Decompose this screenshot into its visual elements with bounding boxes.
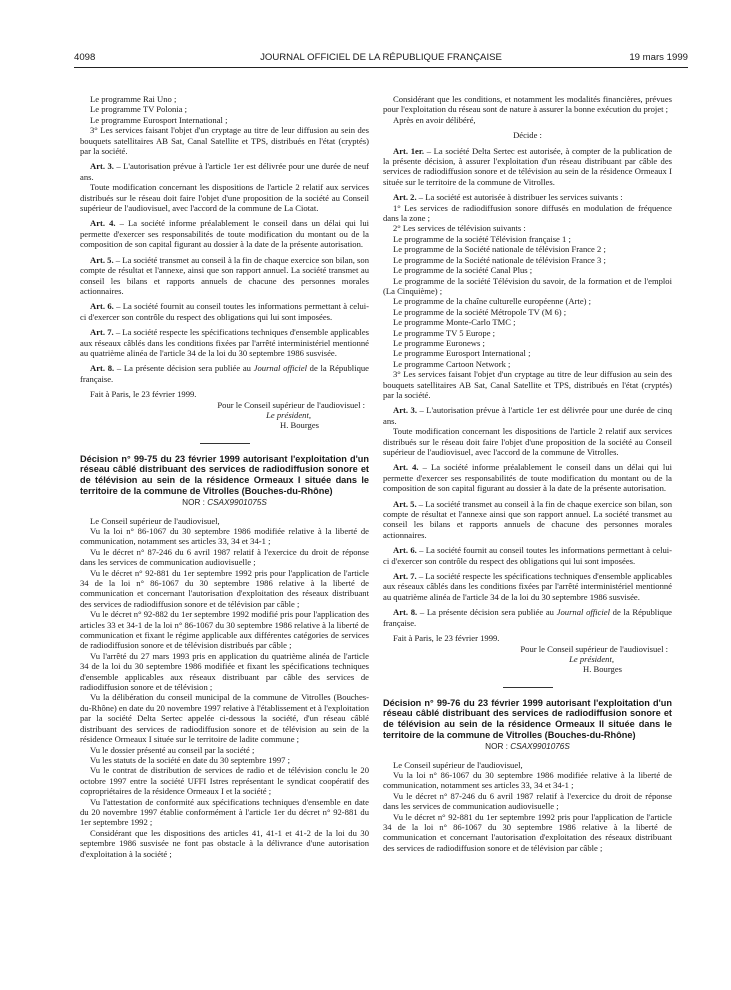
article-3 bbox=[383, 405, 672, 426]
visa: Vu la délibération du conseil municipal de la commune de Vitrolles (Bouches-du-Rhône) en date du 20 novembre 1997 relative à l'établissement et à l'exploitation par la société Delta Sertec appelée ci-dessous la société, d'un réseau câblé distribuant des services de radiodiffusion sonore et de télévision au sein de la résidence Ormeaux I située sur le territoire de ladite commune ; bbox=[80, 692, 369, 745]
decision-title: Décision n° 99-75 du 23 février 1999 autorisant l'exploitation d'un réseau câblé distribuant des services de radiodiffusion sonore et de télévision au sein de la résidence Ormeaux I située dans le territoire de la commune de Vitrolles (Bouches-du-Rhône) bbox=[80, 453, 369, 496]
list-item: Le programme de la société Canal Plus ; bbox=[393, 265, 533, 276]
issue-date: 19 mars 1999 bbox=[629, 52, 688, 63]
list-item: Le programme Cartoon Network ; bbox=[393, 358, 511, 369]
visa: Le Conseil supérieur de l'audiovisuel, bbox=[393, 759, 523, 770]
section-divider bbox=[200, 443, 250, 444]
list-item: Le programme de la Société nationale de télévision France 3 ; bbox=[393, 254, 606, 265]
list-item: 3° Les services faisant l'objet d'un cryptage au titre de leur diffusion au sein des bouquets satellitaires AB Sat, Canal Satellite et TPS, distribués en l'état (cryptés) par la société. bbox=[80, 125, 369, 157]
visa: Vu le décret n° 92-881 du 1er septembre 1992 pris pour l'application de l'article 34 de la loi n° 86-1067 du 30 septembre 1986 relative à la liberté de communication et concernant l'autorisation d'exploitation des réseaux distribuant des services de radiodiffusion sonore et de télévision par câble ; bbox=[383, 811, 672, 853]
apres-deliberation: Après en avoir délibéré, bbox=[393, 114, 476, 125]
list-item: Le programme Monte-Carlo TMC ; bbox=[393, 317, 516, 328]
visa: Vu les statuts de la société en date du 30 septembre 1997 ; bbox=[90, 754, 290, 765]
nor-code: CSAX9901076S bbox=[510, 742, 570, 752]
article-7 bbox=[383, 571, 672, 602]
article-4 bbox=[80, 218, 369, 249]
article-1 bbox=[383, 146, 672, 188]
nor-reference bbox=[80, 498, 369, 508]
visa: Vu l'arrêté du 27 mars 1993 pris en application du quatrième alinéa de l'article 34 de la loi du 30 septembre 1986 modifiée et fixant les spécifications techniques d'ensemble applicables aux réseaux distribuant par câble des services de radiodiffusion sonore et de télévision ; bbox=[80, 650, 369, 693]
visa: Vu l'attestation de conformité aux spécifications techniques d'ensemble en date du 20 novembre 1997 établie conformément à l'article 1er du décret n° 92-881 du 1er septembre 1992 ; bbox=[80, 796, 369, 828]
article-text: de la République française. bbox=[80, 363, 369, 384]
article-label: Art. 7. bbox=[393, 571, 417, 582]
list-item: Le programme de la société Télévision française 1 ; bbox=[393, 233, 571, 244]
visa: Le Conseil supérieur de l'audiovisuel, bbox=[90, 515, 220, 526]
decide-heading: Décide : bbox=[513, 130, 542, 141]
article-text: – La société transmet au conseil à la fin de chaque exercice son bilan, son compte de résultat et l'annexe, ainsi que son rapport annuel. La société transmet au conseil les bilans et rapports annuels de chacune des personnes morales actionnaires. bbox=[80, 254, 369, 296]
list-item: Le programme de la chaîne culturelle européenne (Arte) ; bbox=[393, 296, 592, 307]
article-label: Art. 4. bbox=[90, 218, 116, 229]
article-label: Art. 7. bbox=[90, 327, 114, 338]
fait-a-paris: Fait à Paris, le 23 février 1999. bbox=[90, 389, 197, 400]
visa: Vu le décret n° 92-881 du 1er septembre 1992 pris pour l'application de l'article 34 de la loi n° 86-1067 du 30 septembre 1986 relative à la liberté de communication et concernant l'autorisation d'exploitation des réseaux distribuant des services de radiodiffusion sonore et de télévision par câble ; bbox=[80, 567, 369, 609]
article-label: Art. 6. bbox=[393, 545, 417, 556]
article-8 bbox=[80, 363, 369, 384]
article-text: – La société respecte les spécifications techniques d'ensemble applicables aux réseaux câblés dans les conditions fixées par l'arrêté interministériel mentionné au quatrième alinéa de l'article 34 de la loi du 30 septembre 1986 susvisée. bbox=[80, 327, 369, 358]
article-label: Art. 6. bbox=[90, 301, 114, 312]
section-divider bbox=[503, 687, 553, 688]
list-item: 1° Les services de radiodiffusion sonore diffusés en modulation de fréquence dans la zone ; bbox=[383, 202, 672, 224]
article-text: – L'autorisation prévue à l'article 1er est délivrée pour une durée de cinq ans. bbox=[383, 405, 672, 426]
article-label: Art. 2. bbox=[393, 192, 417, 203]
signature-name: H. Bourges bbox=[583, 664, 622, 675]
article-text: – La société est autorisée à distribuer les services suivants : bbox=[418, 192, 623, 203]
article-label: Art. 3. bbox=[90, 161, 114, 172]
nor-label: NOR : bbox=[182, 498, 208, 508]
article-text: – La présente décision sera publiée au bbox=[419, 607, 557, 618]
list-item: Le programme de la société Métropole TV (M 6) ; bbox=[393, 306, 567, 317]
signature-line: Pour le Conseil supérieur de l'audiovisuel : bbox=[520, 643, 668, 654]
nor-label: NOR : bbox=[485, 742, 511, 752]
decision-title: Décision n° 99-76 du 23 février 1999 autorisant l'exploitation d'un réseau câblé distribuant des services de radiodiffusion sonore et de télévision au sein de la résidence Ormeaux II située dans le territoire de la commune de Vitrolles (Bouches-du-Rhône) bbox=[383, 697, 672, 740]
article-label: Art. 4. bbox=[393, 462, 419, 473]
article-label: Art. 8. bbox=[393, 607, 418, 618]
article-5 bbox=[80, 255, 369, 297]
list-item: Le programme de la société Télévision du savoir, de la formation et de l'emploi (La Cinquième) ; bbox=[383, 275, 672, 296]
list-item: 3° Les services faisant l'objet d'un cryptage au titre de leur diffusion au sein des bouquets satellitaires AB Sat, Canal Satellite et TPS, distribués en l'état (cryptés) par la société. bbox=[383, 369, 672, 400]
signature-title: Le président, bbox=[569, 653, 614, 664]
article-7 bbox=[80, 327, 369, 358]
nor-code: CSAX9901075S bbox=[207, 498, 267, 508]
visa: Vu le dossier présenté au conseil par la société ; bbox=[90, 744, 255, 755]
article-text: – La société informe préalablement le conseil dans un délai qui lui permette d'exercer ses responsabilités de toute modification du montant ou de la composition de son capital figurant au dossier à la date de la présente autorisation. bbox=[383, 462, 673, 494]
visa: Vu le contrat de distribution de services de radio et de télévision conclu le 20 octobre 1997 entre la société UFFI Istres représentant le syndicat coopératif des copropriétaires de la résidence Ormeaux I et la société ; bbox=[80, 765, 369, 797]
article-6 bbox=[80, 301, 369, 322]
list-item: Le programme Eurosport International ; bbox=[90, 114, 228, 125]
article-text: – La présente décision sera publiée au bbox=[116, 363, 254, 374]
signature-name: H. Bourges bbox=[280, 420, 319, 431]
article-text: – La société transmet au conseil à la fin de chaque exercice son bilan, son compte de résultat et l'annexe ainsi que son rapport annuel. La société transmet au conseil les bilans et rapports annuels de chacune des personnes morales actionnaires. bbox=[383, 498, 672, 540]
visa: Vu le décret n° 92-882 du 1er septembre 1992 modifié pris pour l'application des articles 33 et 34-1 de la loi n° 86-1067 du 30 septembre 1986 relative à la liberté de communication et fixant le régime applicable aux différentes catégories de services de radiodiffusion sonore et de télévision distribués par câble ; bbox=[80, 609, 369, 651]
article-text: – L'autorisation prévue à l'article 1er est délivrée pour une durée de neuf ans. bbox=[80, 161, 369, 182]
list-item: Le programme de la Société nationale de télévision France 2 ; bbox=[393, 244, 606, 255]
article-2 bbox=[383, 192, 672, 202]
signature-title: Le président, bbox=[266, 409, 311, 420]
article-6 bbox=[383, 545, 672, 566]
visa: Vu la loi n° 86-1067 du 30 septembre 1986 modifiée relative à la liberté de communication, notamment ses articles 33, 34 et 34-1 ; bbox=[383, 769, 672, 791]
list-item: 2° Les services de télévision suivants : bbox=[393, 223, 526, 234]
article-5 bbox=[383, 499, 672, 541]
article-text: – La société respecte les spécifications techniques d'ensemble applicables aux réseaux câblés dans les conditions fixées par l'arrêté interministériel mentionné au quatrième alinéa de l'article 34 de la loi du 30 septembre 1986 susvisée. bbox=[383, 571, 672, 602]
article-text: – La société informe préalablement le conseil dans un délai qui lui permette d'exercer ses responsabilités de toute modification du montant ou de la composition de son capital figurant au dossier à la date de la présente autorisation. bbox=[80, 218, 370, 250]
journal-title: JOURNAL OFFICIEL DE LA RÉPUBLIQUE FRANÇAISE bbox=[260, 52, 502, 63]
article-label: Art. 5. bbox=[90, 254, 114, 265]
list-item: Le programme Rai Uno ; bbox=[90, 94, 177, 104]
article-label: Art. 1er. bbox=[393, 145, 425, 156]
list-item: Le programme TV 5 Europe ; bbox=[393, 327, 496, 338]
signature-line: Pour le Conseil supérieur de l'audiovisuel : bbox=[217, 399, 365, 410]
journal-name: Journal officiel bbox=[253, 363, 307, 374]
fait-a-paris: Fait à Paris, le 23 février 1999. bbox=[393, 633, 500, 644]
page-number: 4098 bbox=[74, 52, 96, 63]
list-item: Le programme TV Polonia ; bbox=[90, 104, 188, 115]
article-text: de la République française. bbox=[383, 607, 672, 628]
article-label: Art. 3. bbox=[393, 405, 417, 416]
visa: Considérant que les dispositions des articles 41, 41-1 et 41-2 de la loi du 30 septembre 1986 susvisée ne font pas obstacle à la délivrance d'une autorisation d'exploitation à la société ; bbox=[80, 827, 369, 859]
article-label: Art. 5. bbox=[393, 498, 417, 509]
list-item: Le programme Eurosport International ; bbox=[393, 348, 531, 359]
article-text: – La société fournit au conseil toutes les informations permettant à celui-ci d'exercer son contrôle du respect des obligations qui lui sont imposées. bbox=[383, 545, 673, 566]
visa: Vu le décret n° 87-246 du 6 avril 1987 relatif à l'exercice du droit de réponse dans les services de communication audiovisuelle ; bbox=[80, 546, 369, 568]
article-3 bbox=[80, 161, 369, 182]
article-4 bbox=[383, 462, 672, 493]
visa: Vu la loi n° 86-1067 du 30 septembre 1986 modifiée relative à la liberté de communication, notamment ses articles 33, 34 et 34-1 ; bbox=[80, 525, 369, 547]
left-column bbox=[80, 94, 369, 859]
article-label: Art. 8. bbox=[90, 363, 115, 374]
article-3-paragraph: Toute modification concernant les dispositions de l'article 2 relatif aux services distribués sur le réseau doit faire l'objet d'une proposition de la société au Conseil supérieur de l'audiovisuel, avec l'accord de la commune de Vitrolles. bbox=[383, 426, 672, 457]
right-column bbox=[383, 94, 672, 853]
visa: Vu le décret n° 87-246 du 6 avril 1987 relatif à l'exercice du droit de réponse dans les services de communication audiovisuelle ; bbox=[383, 790, 672, 812]
article-text: – La société fournit au conseil toutes les informations permettant à celui-ci d'exercer son contrôle du respect des obligations qui lui sont imposées. bbox=[80, 301, 370, 322]
article-8 bbox=[383, 607, 672, 628]
page-header bbox=[74, 52, 688, 66]
considerant: Considérant que les conditions, et notamment les modalités financières, prévues pour l'exploitation du réseau sont de nature à assurer la bonne exécution du projet ; bbox=[383, 94, 672, 115]
article-text: – La société Delta Sertec est autorisée, à compter de la publication de la présente décision, à assurer l'exploitation d'un réseau distribuant par câble des services de radiodiffusion sonore et de télévision au sein de la résidence Ormeaux I située sur le territoire de la commune de Vitrolles. bbox=[383, 145, 672, 187]
list-item: Le programme Euronews ; bbox=[393, 337, 485, 348]
nor-reference bbox=[383, 742, 672, 752]
header-rule bbox=[74, 67, 688, 68]
article-3-paragraph: Toute modification concernant les dispositions de l'article 2 relatif aux services distribués sur le réseau doit faire l'objet d'une proposition de la société au Conseil supérieur de l'audiovisuel, avec l'accord de la commune de La Ciotat. bbox=[80, 182, 369, 214]
journal-name: Journal officiel bbox=[556, 607, 610, 618]
